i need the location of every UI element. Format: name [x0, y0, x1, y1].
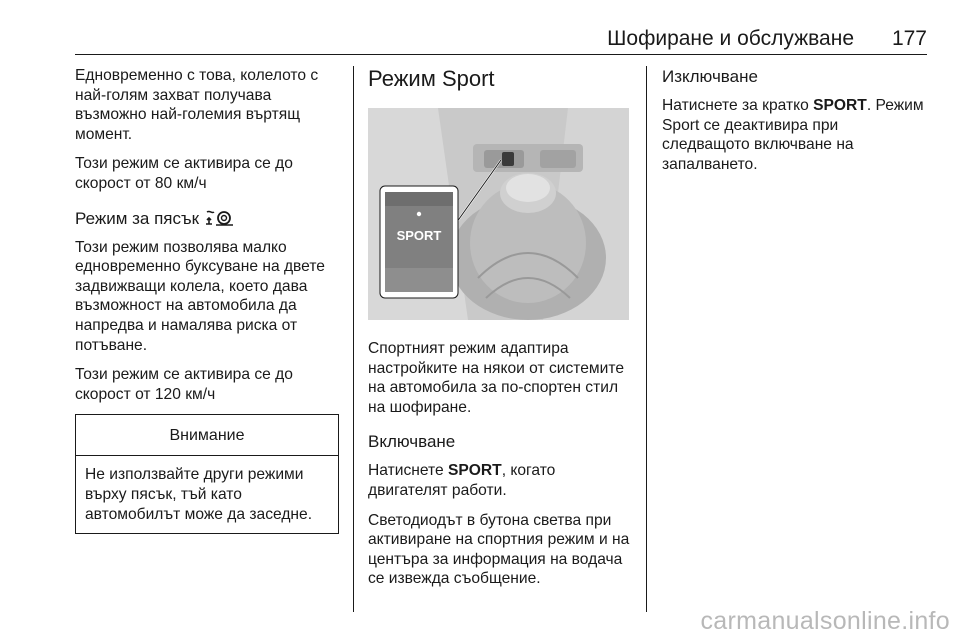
warning-box	[75, 414, 339, 534]
paragraph	[368, 461, 636, 500]
column-1	[75, 66, 343, 534]
column-2	[368, 66, 636, 599]
sand-mode-icon	[204, 208, 234, 226]
page-header	[75, 26, 927, 52]
section-heading-off: Изключване	[662, 67, 758, 86]
sport-keyword: SPORT	[447, 462, 502, 480]
text-run: Натиснете за кратко	[662, 97, 814, 114]
text-run: . Режим Sport се деактивира при следващото включване на запалването.	[662, 97, 924, 173]
warning-title: Внимание	[76, 415, 338, 456]
sport-button-label: SPORT	[396, 228, 442, 243]
sport-button-illustration	[368, 108, 629, 320]
heading-text: Режим за пясък	[75, 208, 200, 228]
paragraph: Този режим се активира се до скорост от 80 км/ч	[75, 155, 293, 192]
text-run: , когато двигателят работи.	[368, 462, 556, 499]
header-rule	[75, 54, 927, 55]
paragraph	[662, 96, 927, 174]
section-heading-sand	[75, 208, 343, 230]
column-divider-1	[353, 66, 354, 612]
paragraph: Светодиодът в бутона светва при активиране на спортния режим и на центъра за информация на водача се извежда съобщение.	[368, 511, 630, 588]
warning-text: Не използвайте други режими върху пясък, тъй като автомобилът може да заседне.	[85, 466, 313, 523]
text-run: Натиснете	[368, 462, 448, 480]
paragraph: Едновременно с това, колелото с най-голям захват получава възможно най-големия въртящ момент.	[75, 67, 319, 143]
column-divider-2	[646, 66, 647, 612]
paragraph: Този режим се активира се до скорост от 120 км/ч	[75, 366, 293, 403]
watermark: carmanualsonline.info	[700, 607, 950, 635]
section-heading-sport: Режим Sport	[368, 66, 495, 91]
paragraph: Спортният режим адаптира настройките на някои от системите на автомобила за по-спортен стил на шофиране.	[368, 340, 624, 416]
section-heading-on: Включване	[368, 432, 456, 452]
paragraph: Този режим позволява малко едновременно буксуване на двете задвижващи колела, което дава възможност на автомобила да напредва и намалява риска от потъване.	[75, 238, 325, 354]
column-3	[662, 66, 927, 184]
page-number: 177	[891, 27, 927, 50]
sport-keyword: SPORT	[813, 97, 867, 114]
page-title: Шофиране и обслужване	[607, 27, 854, 50]
